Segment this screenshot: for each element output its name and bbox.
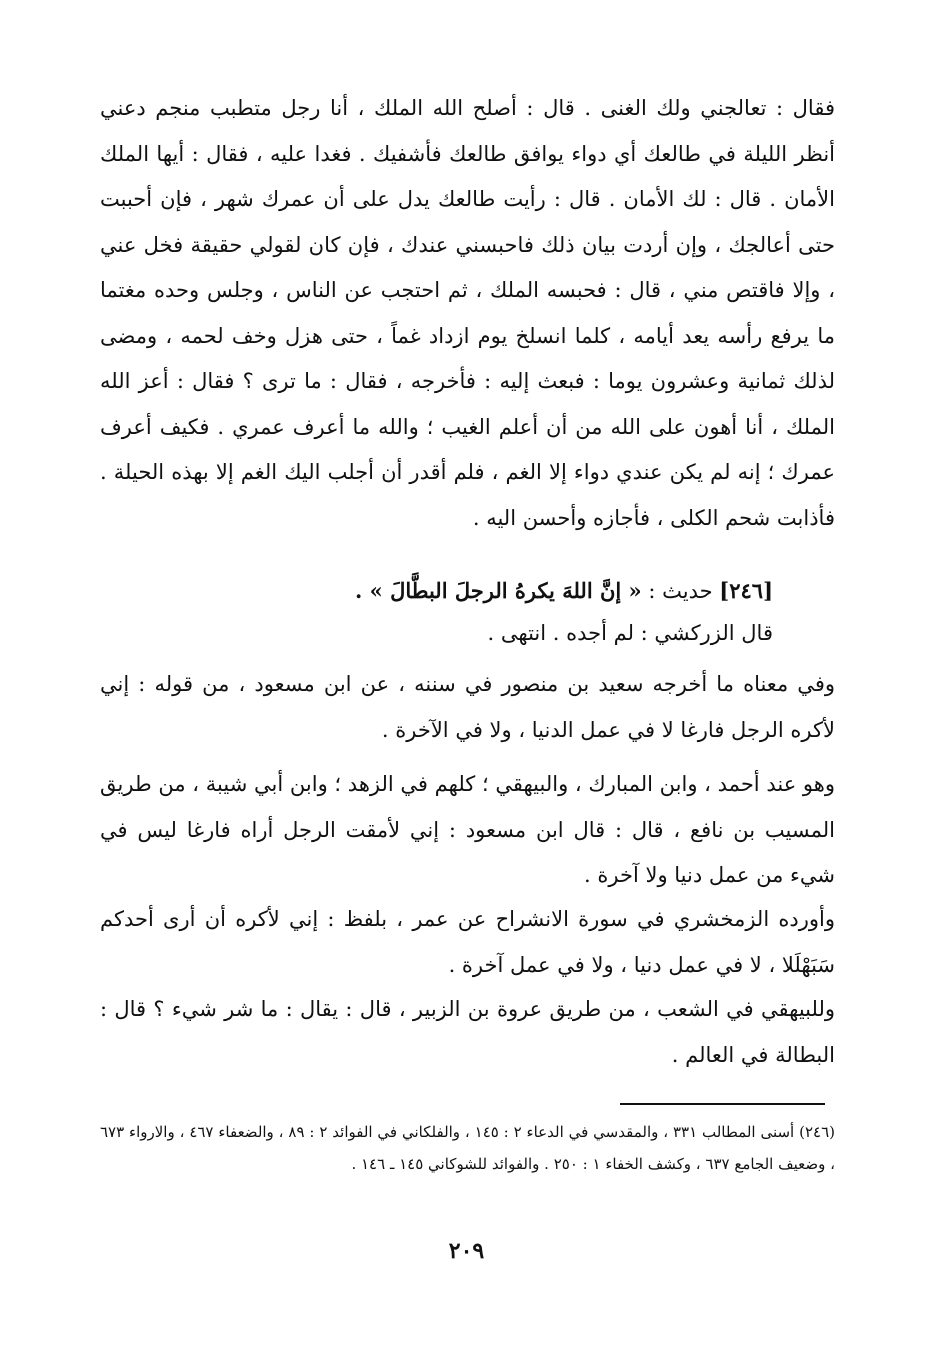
hadith-label: حديث :	[648, 579, 713, 603]
zarkashi-note: قال الزركشي : لم أجده . انتهى .	[487, 621, 773, 645]
footnote-divider	[620, 1103, 825, 1105]
paragraph-ahmad: وهو عند أحمد ، وابن المبارك ، والبيهقي ؛ كلهم في الزهد ؛ وابن أبي شيبة ، من طريق المسيب بن نافع ، قال : قال ابن مسعود : إني لأمقت الرجل أراه فارغا ليس في شيء من عمل دنيا ولا آخرة .	[100, 772, 835, 887]
footnote: (٢٤٦) أسنى المطالب ٣٣١ ، والمقدسي في الدعاء ٢ : ١٤٥ ، والفلكاني في الفوائد ٢ : ٨٩ ، والضعفاء ٤٦٧ ، والارواء ٦٧٣ ، وضعيف الجامع ٦٣٧ ، وكشف الخفاء ١ : ٢٥٠ . والفوائد للشوكاني ١٤٥ ـ ١٤٦ .	[100, 1123, 835, 1173]
hadith-text: « إنَّ اللهَ يكرهُ الرجلَ البطَّالَ » .	[355, 578, 642, 603]
paragraph-story: فقال : تعالجني ولك الغنى . قال : أصلح الله الملك ، أنا رجل متطبب منجم دعني أنظر الليلة في طالعك أي دواء يوافق طالعك فأشفيك . فغدا عليه ، فقال : أيها الملك الأمان . قال : لك الأمان . قال : رأيت طالعك يدل على أن عمرك شهر ، فإن أحببت حتى أعالجك ، وإن أردت بيان ذلك فاحبسني عندك ، فإن كان لقولي حقيقة فخل عني ، وإلا فاقتص مني ، قال : فحبسه الملك ، ثم احتجب عن الناس ، وجلس وحده مغتما ما يرفع رأسه يعد أيامه ، كلما انسلخ يوم ازداد غماً ، حتى هزل وخف لحمه ، ومضى لذلك ثمانية وعشرون يوما : فبعث إليه : فأخرجه ، فقال : ما ترى ؟ فقال : أعز الله الملك ، أنا أهون على الله من أن أعلم الغيب ؛ والله ما أعرف عمري . فكيف أعرف عمرك ؛ إنه لم يكن عندي دواء إلا الغم ، فلم أقدر أن أجلب اليك الغم إلا بهذه الحيلة . فأذابت شحم الكلى ، فأجازه وأحسن اليه .	[100, 96, 835, 530]
page-number: ٢٠٩	[448, 1238, 485, 1264]
hadith-heading	[355, 568, 773, 614]
hadith-number: [٢٤٦]	[719, 578, 773, 603]
paragraph-bayhaqi: وللبيهقي في الشعب ، من طريق عروة بن الزبير ، قال : يقال : ما شر شيء ؟ قال : البطالة في العالم .	[100, 997, 835, 1067]
paragraph-ibn-masud: وفي معناه ما أخرجه سعيد بن منصور في سننه ، عن ابن مسعود ، من قوله : إني لأكره الرجل فارغا لا في عمل الدنيا ، ولا في الآخرة .	[100, 672, 835, 742]
paragraph-zamakhshari: وأورده الزمخشري في سورة الانشراح عن عمر ، بلفظ : إني لأكره أن أرى أحدكم سَبَهْلَلا ، لا في عمل دنيا ، ولا في عمل آخرة .	[100, 907, 835, 977]
